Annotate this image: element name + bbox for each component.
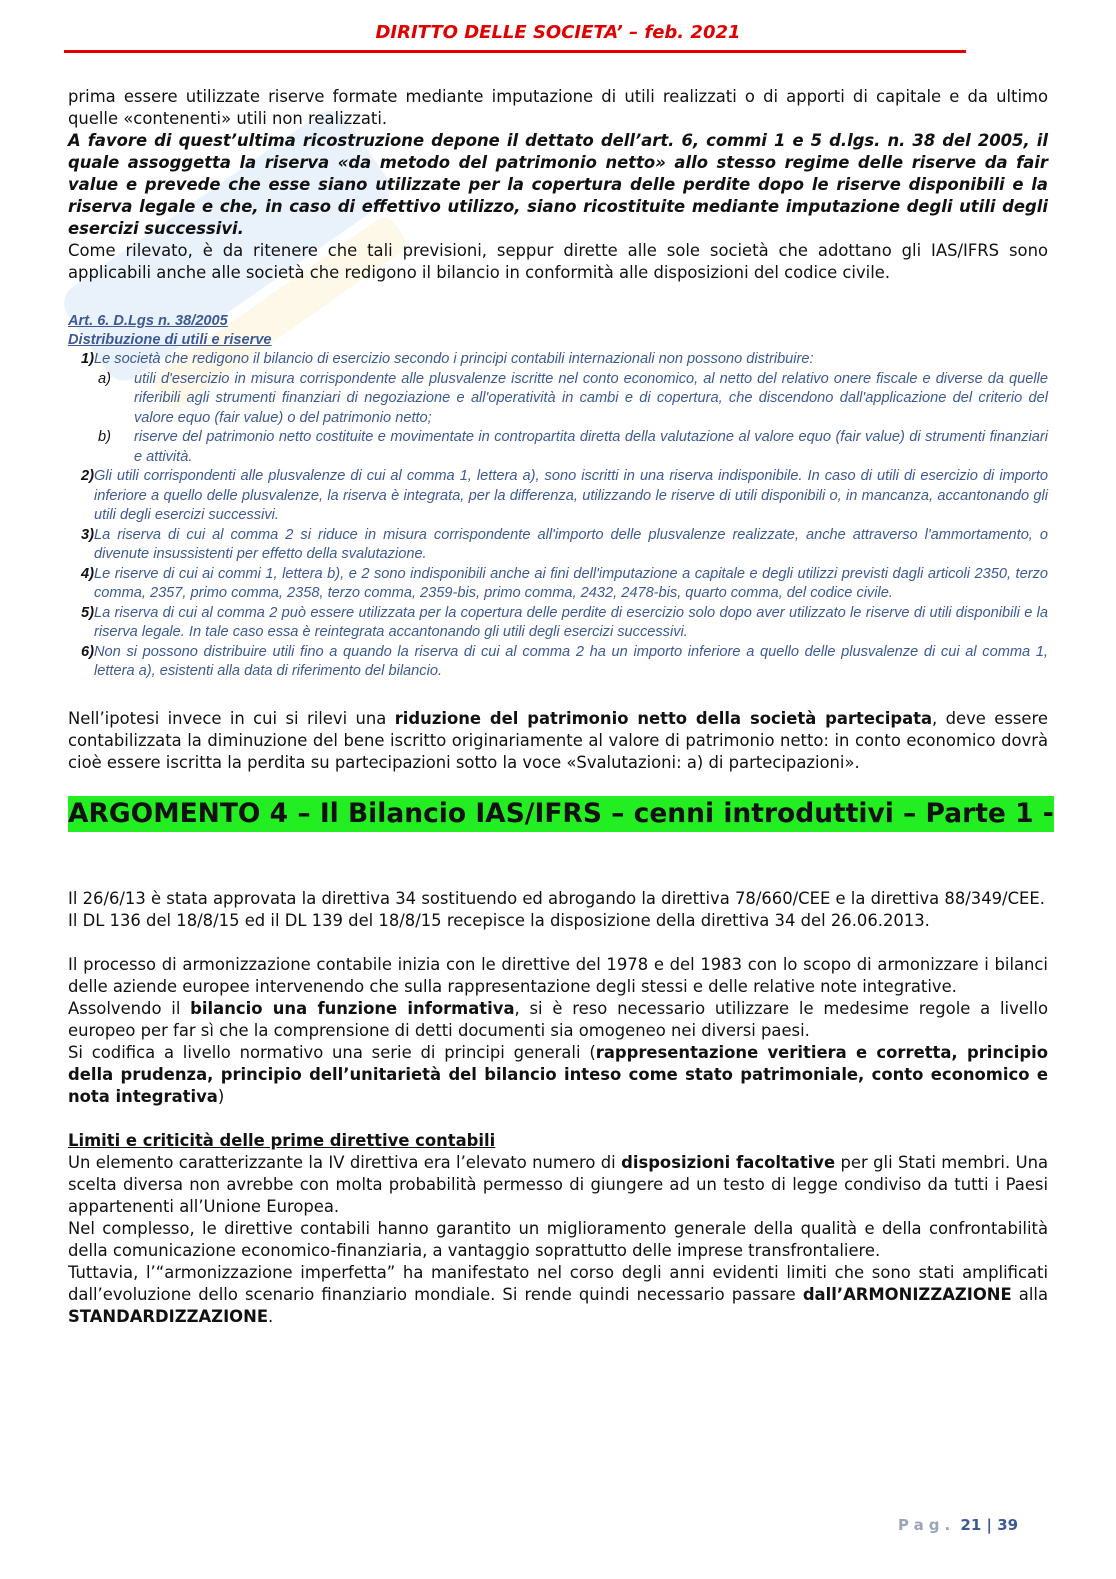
document-header: DIRITTO DELLE SOCIETA’ – feb. 2021 <box>375 22 741 43</box>
body-paragraph-5: Si codifica a livello normativo una serie di principi generali (rappresentazione veritiera e corretta, principio della prudenza, principio dell’unitarietà del bilancio inteso come stato patrimoniale, conto economico e nota integrativa) <box>68 1042 1049 1106</box>
body-paragraph-6: Un elemento caratterizzante la IV direttiva era l’elevato numero di disposizioni facoltative per gli Stati membri. Una scelta diversa non avrebbe con molta probabilità permesso di giungere ad un testo di legge condiviso da tutti i Paesi appartenenti all’Unione Europea. <box>68 1152 1049 1216</box>
intro-paragraph-1: prima essere utilizzate riserve formate mediante imputazione di utili realizzati o di apporti di capitale e da ultimo quelle «contenenti» utili non realizzati. <box>68 87 1048 128</box>
intro-paragraph-2: A favore di quest’ultima ricostruzione depone il dettato dell’art. 6, commi 1 e 5 d.lgs. n. 38 del 2005, il quale assoggetta la riserva «da metodo del patrimonio netto» allo stesso regime delle riserve da fair value e prevede che esse siano utilizzate per la copertura delle perdite dopo le riserve disponibili e la riserva legale e che, in caso di effettivo utilizzo, siano ricostituite mediante imputazione degli utili degli esercizi successivi. <box>68 131 1048 238</box>
body-paragraph-7: Nel complesso, le direttive contabili hanno garantito un miglioramento generale della qualità e della confrontabilità della comunicazione economico-finanziaria, a vantaggio soprattutto delle imprese transfrontaliere. <box>68 1218 1048 1260</box>
body-paragraph-2: Il DL 136 del 18/8/15 ed il DL 139 del 18/8/15 recepisce la disposizione della direttiva 34 del 26.06.2013. <box>68 910 930 930</box>
comma-text: La riserva di cui al comma 2 si riduce in misura corrispondente all'importo delle plusvalenze realizzate, anche attraverso l'ammortamento, o divenute insussistenti per effetto della svalutazione. <box>94 526 1048 562</box>
page-number: 21 <box>960 1516 982 1534</box>
law-comma-5 <box>68 604 1048 643</box>
law-comma-2 <box>68 467 1048 526</box>
law-comma-6 <box>68 643 1048 682</box>
law-comma-3 <box>68 526 1048 565</box>
comma-number: 6) <box>81 643 94 660</box>
law-subtitle: Distribuzione di utili e riserve <box>68 331 272 348</box>
comma-number: 2) <box>81 468 94 484</box>
law-comma-1b <box>98 428 1048 467</box>
body-paragraph-3: Il processo di armonizzazione contabile inizia con le direttive del 1978 e del 1983 con lo scopo di armonizzare i bilanci delle aziende europee intervenendo che sulla rappresentazione degli stessi e delle relative note integrative. <box>68 954 1048 996</box>
subheading: Limiti e criticità delle prime direttive contabili <box>68 1130 496 1150</box>
comma-number: 1) <box>81 351 94 367</box>
comma-text: Gli utili corrispondenti alle plusvalenze di cui al comma 1, lettera a), sono iscritti in una riserva indisponibile. In caso di utili di esercizio di importo inferiore a quello delle plusvalenze, la riserva è integrata, per la differenza, utilizzando le riserve di utili disponibili o, in mancanza, accantonando gli utili degli esercizi successivi. <box>94 468 1048 523</box>
after-law-paragraph: Nell’ipotesi invece in cui si rilevi una riduzione del patrimonio netto della società partecipata, deve essere contabilizzata la diminuzione del bene iscritto originariamente al valore di patrimonio netto: in conto economico dovrà cioè essere iscritta la perdita su partecipazioni sotto la voce «Svalutazioni: a) di partecipazioni». <box>68 708 1048 772</box>
comma-number: 5) <box>81 604 94 621</box>
law-excerpt <box>68 312 1048 682</box>
comma-text: La riserva di cui al comma 2 può essere utilizzata per la copertura delle perdite di esercizio solo dopo aver utilizzato le riserve di utili disponibili e la riserva legale. In tale caso essa è reintegrata accantonando gli utili degli esercizi successivi. <box>94 604 1048 640</box>
page-footer <box>898 1516 1018 1534</box>
comma-number: 3) <box>81 526 94 543</box>
page-separator: | <box>986 1516 992 1534</box>
letter-label: b) <box>98 429 111 445</box>
law-comma-1 <box>68 350 1048 370</box>
body-paragraph-4: Assolvendo il bilancio una funzione informativa, si è reso necessario utilizzare le medesime regole a livello europeo per far sì che la comprensione di detti documenti sia omogeneo nei diversi paesi. <box>68 998 1048 1040</box>
section-title: ARGOMENTO 4 – Il Bilancio IAS/IFRS – cenni introduttivi – Parte 1 - <box>68 796 1054 832</box>
body-paragraph-1: Il 26/6/13 è stata approvata la direttiva 34 sostituendo ed abrogando la direttiva 78/660/CEE e la direttiva 88/349/CEE. <box>68 888 1045 908</box>
page-content <box>68 86 1054 1328</box>
comma-text: Le riserve di cui ai commi 1, lettera b), e 2 sono indisponibili anche ai fini dell'imputazione a capitale e degli utilizzi previsti dagli articoli 2350, terzo comma, 2357, primo comma, 2358, terzo comma, 2359-bis, primo comma, 2432, 2478-bis, quarto comma, del codice civile. <box>94 565 1048 601</box>
law-comma-1a <box>98 370 1048 429</box>
body-paragraph-8: Tuttavia, l’“armonizzazione imperfetta” ha manifestato nel corso degli anni evidenti limiti che sono stati amplificati dall’evoluzione dello scenario finanziario mondiale. Si rende quindi necessario passare dall’ARMONIZZAZIONE alla STANDARDIZZAZIONE. <box>68 1262 1048 1326</box>
header-divider <box>64 50 966 53</box>
letter-text: riserve del patrimonio netto costituite e movimentate in contropartita diretta della valutazione al valore equo (fair value) di strumenti finanziari e attività. <box>134 429 1048 465</box>
page-total: 39 <box>997 1516 1019 1534</box>
letter-label: a) <box>98 370 111 387</box>
letter-text: utili d'esercizio in misura corrispondente alle plusvalenze iscritte nel conto economico, al netto del relativo onere fiscale e diverse da quelle riferibili agli strumenti finanziari di negoziazione e all'operatività in cambi e di copertura, che discendono dall'applicazione del criterio del valore equo (fair value) o del patrimonio netto; <box>134 370 1048 426</box>
intro-paragraph-3: Come rilevato, è da ritenere che tali previsioni, seppur dirette alle sole società che adottano gli IAS/IFRS sono applicabili anche alle società che redigono il bilancio in conformità alle disposizioni del codice civile. <box>68 241 1048 282</box>
comma-text: Le società che redigono il bilancio di esercizio secondo i principi contabili internazionali non possono distribuire: <box>94 351 814 367</box>
page-label: Pag. <box>898 1516 956 1534</box>
comma-number: 4) <box>81 565 94 582</box>
law-title: Art. 6. D.Lgs n. 38/2005 <box>68 313 228 329</box>
law-comma-4 <box>68 565 1048 604</box>
comma-text: Non si possono distribuire utili fino a quando la riserva di cui al comma 2 ha un importo inferiore a quello delle plusvalenze di cui al comma 1, lettera a), esistenti alla data di riferimento del bilancio. <box>94 643 1048 679</box>
